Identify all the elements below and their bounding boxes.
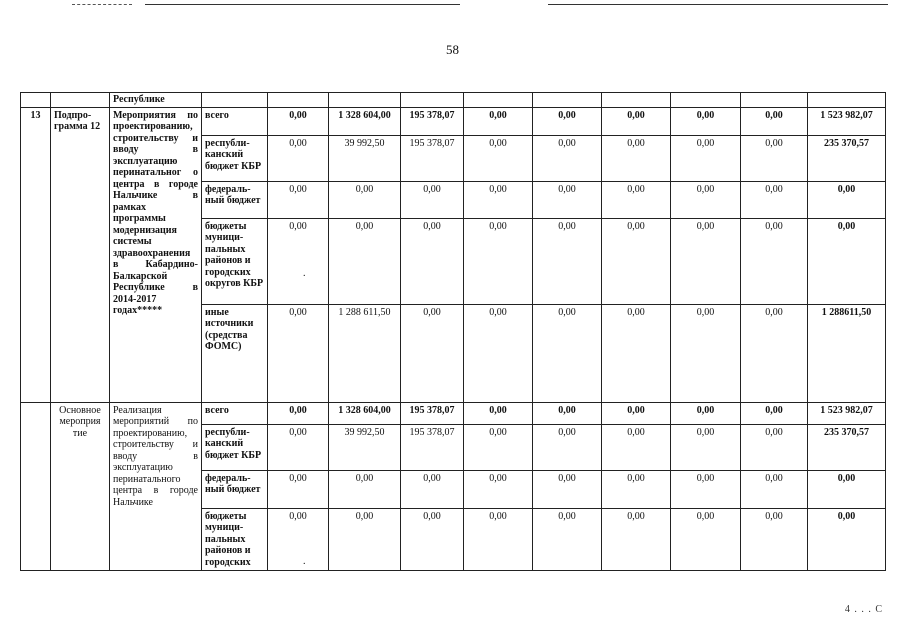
program-title: Мероприятия по проектированию, строительству и вводу в эксплуатацию перинатальног о центра в городе Нальчике в рамках программы модернизация системы здравоохранения в Кабардино-Балкарской Республике в 2014-2017 годах***** — [110, 107, 202, 402]
amount-cell: 0,00 — [268, 508, 329, 571]
amount-cell: 0,00 — [741, 107, 808, 135]
amount-cell: 0,00 — [533, 135, 602, 181]
amount-cell: 0,00 — [401, 508, 464, 571]
header-cell: Республике — [110, 93, 202, 108]
amount-cell: 0,00 — [401, 470, 464, 508]
amount-cell: 0,00 — [401, 218, 464, 304]
budget-table — [20, 92, 886, 571]
amount-cell: 0,00 — [533, 402, 602, 424]
amount-cell: 0,00 — [464, 218, 533, 304]
funding-source: бюджеты муниципальных районов и городских — [202, 508, 268, 571]
amount-cell: 0,00 — [602, 304, 671, 402]
amount-cell: 0,00 — [741, 135, 808, 181]
funding-source: бюджеты муниципальных районов и городских округов КБР — [202, 218, 268, 304]
amount-cell: 0,00 — [329, 181, 401, 218]
amount-cell: 195 378,07 — [401, 424, 464, 470]
amount-cell: 0,00 — [671, 402, 741, 424]
amount-cell: 0,00 — [329, 218, 401, 304]
table-row — [21, 402, 886, 424]
amount-cell: 0,00 — [464, 470, 533, 508]
amount-cell: 0,00 — [533, 107, 602, 135]
amount-cell: 0,00 — [464, 135, 533, 181]
amount-cell: 0,00 — [808, 218, 886, 304]
amount-cell: 0,00 — [268, 424, 329, 470]
amount-cell: 0,00 — [329, 470, 401, 508]
amount-cell: 0,00 — [602, 424, 671, 470]
amount-cell: 1 288611,50 — [808, 304, 886, 402]
amount-cell: 235 370,57 — [808, 135, 886, 181]
header-dash-line — [72, 4, 132, 5]
amount-cell: 195 378,07 — [401, 107, 464, 135]
amount-cell: 0,00 — [602, 508, 671, 571]
amount-cell: 1 288 611,50 — [329, 304, 401, 402]
funding-source: всего — [202, 402, 268, 424]
amount-cell: 0,00 — [741, 508, 808, 571]
amount-cell: 0,00 — [671, 107, 741, 135]
amount-cell: 0,00 — [533, 508, 602, 571]
scan-dot: . — [303, 556, 306, 567]
funding-source: республиканский бюджет КБР — [202, 135, 268, 181]
funding-source: всего — [202, 107, 268, 135]
amount-cell: 0,00 — [268, 135, 329, 181]
amount-cell: 0,00 — [741, 424, 808, 470]
scan-dot: . — [303, 268, 306, 279]
amount-cell: 0,00 — [808, 470, 886, 508]
program-title: Реализация мероприятий по проектированию, строительству и вводу в эксплуатацию перинатального центра в городе Нальчике — [110, 402, 202, 571]
header-rule-right — [548, 4, 888, 5]
page-number: 58 — [446, 42, 459, 57]
table-row — [21, 107, 886, 135]
amount-cell: 0,00 — [671, 181, 741, 218]
amount-cell: 0,00 — [671, 218, 741, 304]
amount-cell: 0,00 — [268, 402, 329, 424]
amount-cell: 0,00 — [268, 181, 329, 218]
amount-cell: 195 378,07 — [401, 402, 464, 424]
amount-cell: 39 992,50 — [329, 135, 401, 181]
amount-cell: 0,00 — [533, 424, 602, 470]
amount-cell: 0,00 — [329, 508, 401, 571]
amount-cell: 195 378,07 — [401, 135, 464, 181]
amount-cell: 0,00 — [533, 304, 602, 402]
amount-cell: 0,00 — [464, 402, 533, 424]
amount-cell: 0,00 — [602, 470, 671, 508]
corner-mark: 4 . . . C — [844, 604, 883, 615]
amount-cell: 0,00 — [602, 218, 671, 304]
program-name: Основное мероприя тие — [51, 402, 110, 571]
funding-source: федеральный бюджет — [202, 181, 268, 218]
amount-cell: 0,00 — [671, 424, 741, 470]
amount-cell: 0,00 — [268, 304, 329, 402]
amount-cell: 0,00 — [671, 135, 741, 181]
amount-cell: 0,00 — [533, 218, 602, 304]
amount-cell: 235 370,57 — [808, 424, 886, 470]
amount-cell: 0,00 — [808, 181, 886, 218]
amount-cell: 0,00 — [671, 470, 741, 508]
amount-cell: 0,00 — [671, 304, 741, 402]
amount-cell: 0,00 — [464, 181, 533, 218]
amount-cell: 0,00 — [464, 508, 533, 571]
amount-cell: 0,00 — [602, 402, 671, 424]
amount-cell: 0,00 — [741, 304, 808, 402]
amount-cell: 0,00 — [268, 107, 329, 135]
amount-cell: 0,00 — [533, 470, 602, 508]
amount-cell: 0,00 — [401, 181, 464, 218]
amount-cell: 0,00 — [602, 135, 671, 181]
amount-cell: 0,00 — [533, 181, 602, 218]
amount-cell: 0,00 — [268, 470, 329, 508]
amount-cell: 0,00 — [464, 107, 533, 135]
program-name: Подпрограмма 12 — [51, 107, 110, 402]
amount-cell: 0,00 — [602, 181, 671, 218]
amount-cell: 0,00 — [464, 304, 533, 402]
amount-cell: 0,00 — [464, 424, 533, 470]
funding-source: иные источники (средства ФОМС) — [202, 304, 268, 402]
funding-source: республиканский бюджет КБР — [202, 424, 268, 470]
header-rule-left — [145, 4, 460, 5]
amount-cell: 39 992,50 — [329, 424, 401, 470]
row-number — [21, 402, 51, 571]
amount-cell: 1 328 604,00 — [329, 402, 401, 424]
row-number: 13 — [21, 107, 51, 402]
amount-cell: 1 523 982,07 — [808, 107, 886, 135]
amount-cell: 0,00 — [741, 470, 808, 508]
amount-cell: 0,00 — [268, 218, 329, 304]
amount-cell: 1 523 982,07 — [808, 402, 886, 424]
amount-cell: 0,00 — [401, 304, 464, 402]
amount-cell: 0,00 — [741, 218, 808, 304]
amount-cell: 0,00 — [741, 181, 808, 218]
amount-cell: 0,00 — [671, 508, 741, 571]
funding-source: федеральный бюджет — [202, 470, 268, 508]
amount-cell: 1 328 604,00 — [329, 107, 401, 135]
amount-cell: 0,00 — [741, 402, 808, 424]
amount-cell: 0,00 — [602, 107, 671, 135]
header-row — [21, 93, 886, 108]
amount-cell: 0,00 — [808, 508, 886, 571]
